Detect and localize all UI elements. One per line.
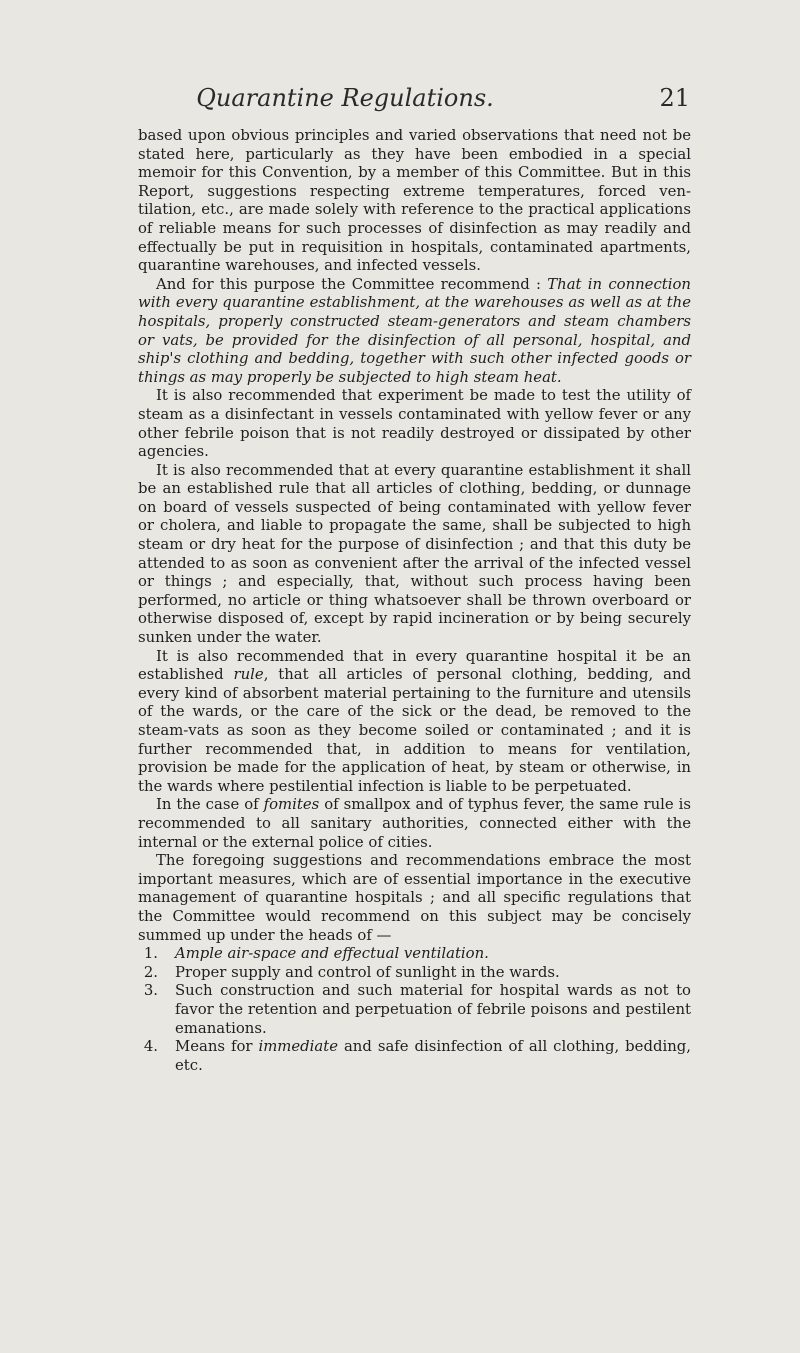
paragraph-2 [138,275,691,387]
list-item-number: 4. [143,1037,158,1056]
page-number: 21 [659,84,690,112]
paragraph-1: based upon obvious principles and varied observations that need not be stated here, particularly as they have been embodied in a special memoir for this Convention, by a member of this Committee. But in this Report, suggestions respecting extreme temperatures, forced ventilation, etc., are made solely with reference to the practical applications of reliable means for such processes of disinfection as may readily and effectually be put in requisition in hospitals, contaminated apartments, quarantine warehouses, and infected vessels. [138,126,691,275]
paragraph-7: The foregoing suggestions and recommendations embrace the most important measures, which are of essential importance in the executive management of quarantine hospitals ; and all specific regulations that the Committee would recommend on this subject may be concisely summed up under the heads of — [138,851,691,944]
list-item [138,981,691,1037]
paragraph-5 [138,647,691,796]
list-item-text: Proper supply and control of sunlight in the wards. [175,962,560,981]
list-item [138,1037,691,1074]
paragraph-6-a: In the case of [156,795,264,814]
paragraph-6-b: of smallpox and of typhus fever, the same rule is recommended to all sanitary authorities, connected either with the internal or the external police of cities. [138,795,691,851]
page-header [0,84,690,120]
list-item-text: Ample air-space and effectual ventilation. [175,944,489,963]
list-item-text-italic: immediate [258,1037,338,1056]
list-item [138,944,691,963]
list-item-number: 3. [143,981,158,1000]
list-item-text: Such construction and such material for hospital wards as not to favor the retention and perpetuation of febrile poisons and pestilent emanations. [175,981,691,1037]
paragraph-4: It is also recommended that at every quarantine establishment it shall be an established rule that all articles of clothing, bedding, or dunnage on board of vessels suspected of being contaminated with yellow fever or cholera, and liable to propagate the same, shall be subjected to high steam or dry heat for the purpose of disinfection ; and that this duty be attended to as soon as convenient after the arrival of the infected vessel or things ; and especially, that, without such process having been performed, no article or thing whatsoever shall be thrown overboard or otherwise disposed of, except by rapid incineration or by being securely sunken under the water. [138,460,691,647]
list-item-text-a: Means for [175,1037,259,1056]
paragraph-2-recommendation: That in connection with every quarantine establishment, at the warehouses as well as at the hospitals, properly constructed steam-generators and steam chambers or vats, be provided for the disinfection of all personal, hospital, and ship's clothing and bedding, together with such other infected goods or things as may properly be subjected to high steam heat. [138,274,691,386]
list-item-number: 2. [143,962,158,981]
paragraph-3: It is also recommended that experiment be made to test the utility of steam as a disinfectant in vessels contaminated with yellow fever or any other febrile poison that is not readily destroyed or dissipated by other agencies. [138,386,691,461]
paragraph-5-b: , that all articles of personal clothing, bedding, and every kind of absorbent material pertaining to the furniture and utensils of the wards, or the care of the sick or the dead, be removed to the steam-vats as soon as they become soiled or contaminated ; and it is further recommended that, in addition to means for ventilation, provision be made for the application of heat, by steam or otherwise, in the wards where pestilential infection is liable to be perpetuated. [138,665,692,795]
list-item [138,963,691,982]
paragraph-6 [138,795,691,851]
list-item-text-b: and safe disinfection of all clothing, bedding, etc. [175,1037,691,1074]
body-text [138,126,691,1074]
paragraph-5-rule: rule [233,665,264,684]
running-title: Quarantine Regulations. [196,84,494,112]
paragraph-2-lead: And for this purpose the Committee recommend : [156,274,548,293]
paragraph-6-fomites: fomites [263,795,320,814]
heads-list [138,944,691,1074]
paragraph-5-a: It is also recommended that in every quarantine hospital it be an established [138,646,691,684]
list-item-number: 1. [143,944,158,963]
